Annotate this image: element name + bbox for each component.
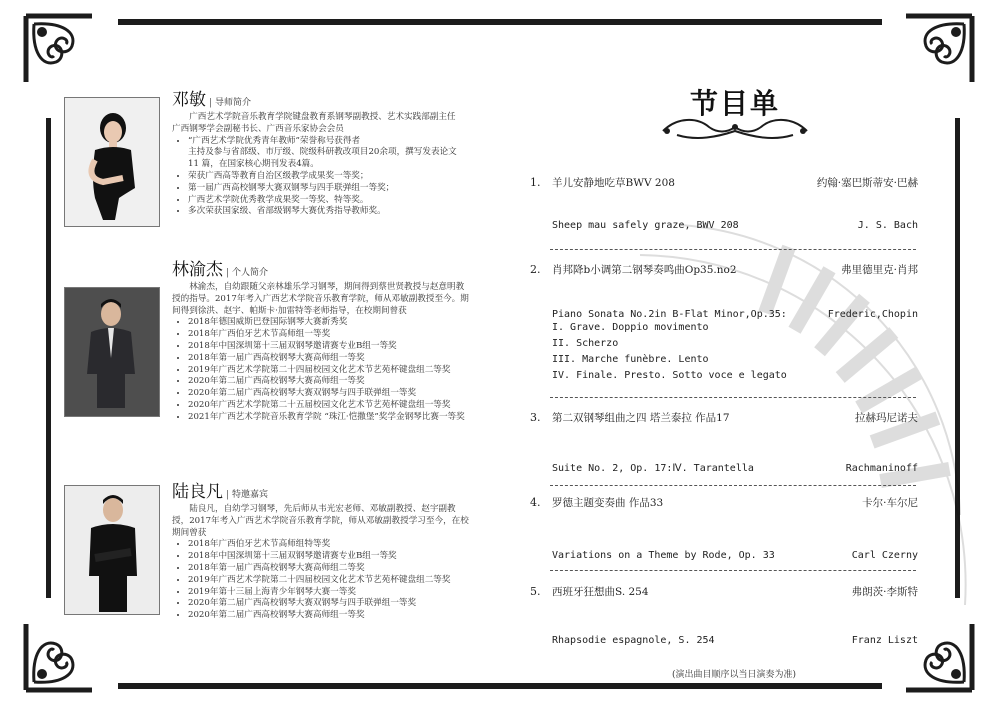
bio-intro: 广西艺术学院音乐教育学院键盘教育系钢琴副教授、艺术实践部副主任	[189, 112, 456, 122]
program-item	[530, 262, 918, 384]
item-number: 4.	[530, 496, 541, 509]
corner-ornament-icon	[22, 610, 106, 694]
piece-title-en: Piano Sonata No.2in B-Flat Minor,Op.35:	[552, 309, 787, 320]
bio-bullet: • 2019年广西艺术学院第二十四届校园文化艺术节艺苑杯键盘组二等奖	[188, 575, 472, 587]
piece-title-zh: 西班牙狂想曲S. 254	[552, 586, 649, 598]
movement: III. Marche funèbre. Lento	[552, 354, 709, 365]
bio-bullet: • 2020年第二届广西高校钢琴大赛高师组一等奖	[188, 376, 472, 388]
program-item	[530, 175, 918, 231]
piece-title-zh: 罗德主题变奏曲 作品33	[552, 497, 664, 509]
composer-en: Rachmaninoff	[845, 463, 918, 474]
bio-bullet: • 广西艺术学院优秀教学成果奖一等奖、特等奖。	[188, 195, 462, 207]
dashed-divider	[550, 570, 916, 571]
frame-top-border	[118, 19, 882, 25]
program-item	[530, 584, 918, 646]
piece-title-en: Suite No. 2, Op. 17:Ⅳ. Tarantella	[552, 463, 754, 474]
bio-role: 个人简介	[232, 268, 269, 278]
bio-bullet: • 2018年中国深圳第十三届双钢琴邀请赛专业B组一等奖	[188, 551, 472, 563]
item-number: 3.	[530, 411, 541, 424]
bio-bullet: • 2020年第二届广西高校钢琴大赛高师组一等奖	[188, 610, 472, 622]
program-item	[530, 410, 918, 474]
flourish-ornament-icon	[657, 115, 813, 141]
bio-bullet: • “广西艺术学院优秀青年教师”荣誉称号获得者	[188, 136, 462, 148]
man-suit-portrait-icon	[65, 288, 159, 416]
bio-bullet: • 2021年广西艺术学院音乐教育学院 “珠江·恺撒堡”奖学金钢琴比赛一等奖	[188, 412, 472, 424]
bio-intro: 林渝杰，自幼跟随父亲林雄乐学习钢琴，期间得到蔡世贤教授与赵意明教授的指导。2017年考入广西艺术学院音乐教育学院，师从邓敏副教授至今。期间得到徐洪、赵宇、帕斯卡·加雷特等老师指导，在校期间曾获	[172, 282, 469, 316]
bio-deng-min	[172, 90, 462, 218]
item-number: 2.	[530, 263, 541, 276]
dashed-divider	[550, 485, 916, 486]
composer-en: J. S. Bach	[857, 220, 918, 231]
portrait-photo	[64, 485, 160, 615]
divider: |	[226, 268, 230, 278]
program-note: (演出曲目顺序以当日演奏为准)	[672, 670, 797, 680]
item-number: 1.	[530, 176, 541, 189]
divider: |	[226, 490, 230, 500]
bio-bullet: • 2018年广西伯牙艺术节高师组特等奖	[188, 539, 472, 551]
item-number: 5.	[530, 585, 541, 598]
composer-en: Carl Czerny	[851, 550, 918, 561]
bio-bullet: • 2019年第十三届上海青少年钢琴大赛一等奖	[188, 587, 472, 599]
bio-bullet: 主持及参与省部级、市厅级、院级科研教改项目20余项，撰写发表论文11 篇，在国家核心期刊发表4篇。	[188, 147, 457, 170]
bio-bullet: • 2018年德国威斯巴登国际钢琴大赛新秀奖	[188, 317, 472, 329]
bio-lu-liangfan	[172, 482, 472, 622]
composer-en: Franz Liszt	[851, 635, 918, 646]
bio-bullet: • 2020年第二届广西高校钢琴大赛双钢琴与四手联弹组一等奖	[188, 598, 472, 610]
woman-portrait-icon	[65, 98, 159, 226]
piece-title-en: Sheep mau safely graze, BWV 208	[552, 220, 739, 231]
bio-bullet: • 荣获广西高等教育自治区级教学成果奖一等奖；	[188, 171, 462, 183]
bio-intro: 广西钢琴学会副秘书长、广西音乐家协会会员	[172, 123, 344, 134]
bio-bullet: • 2018年中国深圳第十三届双钢琴邀请赛专业B组一等奖	[188, 341, 472, 353]
composer-zh: 拉赫玛尼诺夫	[855, 412, 918, 424]
bio-bullet: • 多次荣获国家级、省部级钢琴大赛优秀指导教师奖。	[188, 206, 462, 218]
movement: I. Grave. Doppio movimento	[552, 322, 709, 333]
bio-bullet: • 2020年广西艺术学院第二十五届校园文化艺术节艺苑杯键盘组一等奖	[188, 400, 472, 412]
portrait-photo	[64, 287, 160, 417]
bio-name: 林渝杰	[172, 260, 223, 280]
piece-title-en: Variations on a Theme by Rode, Op. 33	[552, 550, 775, 561]
composer-en: Frederic,Chopin	[827, 309, 918, 320]
divider: |	[209, 98, 213, 108]
portrait-photo	[64, 97, 160, 227]
piece-title-zh: 第二双钢琴组曲之四 塔兰泰拉 作品17	[552, 412, 730, 424]
piece-title-en: Rhapsodie espagnole, S. 254	[552, 635, 715, 646]
bio-name: 邓敏	[172, 90, 206, 110]
bio-bullet: • 2020年第二届广西高校钢琴大赛双钢琴与四手联弹组一等奖	[188, 388, 472, 400]
bio-role: 导师简介	[215, 98, 252, 108]
dashed-divider	[550, 249, 916, 250]
program-item	[530, 495, 918, 561]
piece-title-zh: 肖邦降b小调第二钢琴奏鸣曲Op35.no2	[552, 264, 737, 276]
bio-bullet: • 2018年广西伯牙艺术节高师组一等奖	[188, 329, 472, 341]
frame-left-border	[46, 118, 51, 598]
bio-bullet: • 2018年第一届广西高校钢琴大赛高师组一等奖	[188, 353, 472, 365]
bio-name: 陆良凡	[172, 482, 223, 502]
frame-bottom-border	[118, 683, 882, 689]
piece-title-zh: 羊儿安静地吃草BWV 208	[552, 177, 675, 189]
bio-bullet: • 2019年广西艺术学院第二十四届校园文化艺术节艺苑杯键盘组二等奖	[188, 365, 472, 377]
movement: IV. Finale. Presto. Sotto voce e legato	[552, 370, 787, 381]
bio-bullet: • 第一届广西高校钢琴大赛双钢琴与四手联弹组一等奖；	[188, 183, 462, 195]
bio-lin-yujie	[172, 260, 472, 424]
program-title: 节目单	[689, 87, 780, 120]
bio-intro: 陆良凡，自幼学习钢琴，先后师从韦光宏老师、邓敏副教授、赵宇副教授，2017年考入广西艺术学院音乐教育学院，师从邓敏副教授学习至今，在校期间曾获	[172, 504, 469, 538]
corner-ornament-icon	[22, 12, 106, 96]
movement: II. Scherzo	[552, 338, 619, 349]
bio-role: 特邀嘉宾	[232, 490, 269, 500]
composer-zh: 约翰·塞巴斯蒂安·巴赫	[816, 177, 918, 189]
composer-zh: 卡尔·车尔尼	[862, 497, 918, 509]
composer-zh: 弗朗茨·李斯特	[851, 586, 918, 598]
bio-bullet: • 2018年第一届广西高校钢琴大赛高师组二等奖	[188, 563, 472, 575]
dashed-divider	[550, 397, 916, 398]
composer-zh: 弗里德里克·肖邦	[841, 264, 918, 276]
man-black-shirt-portrait-icon	[65, 486, 159, 614]
corner-ornament-icon	[892, 12, 976, 96]
